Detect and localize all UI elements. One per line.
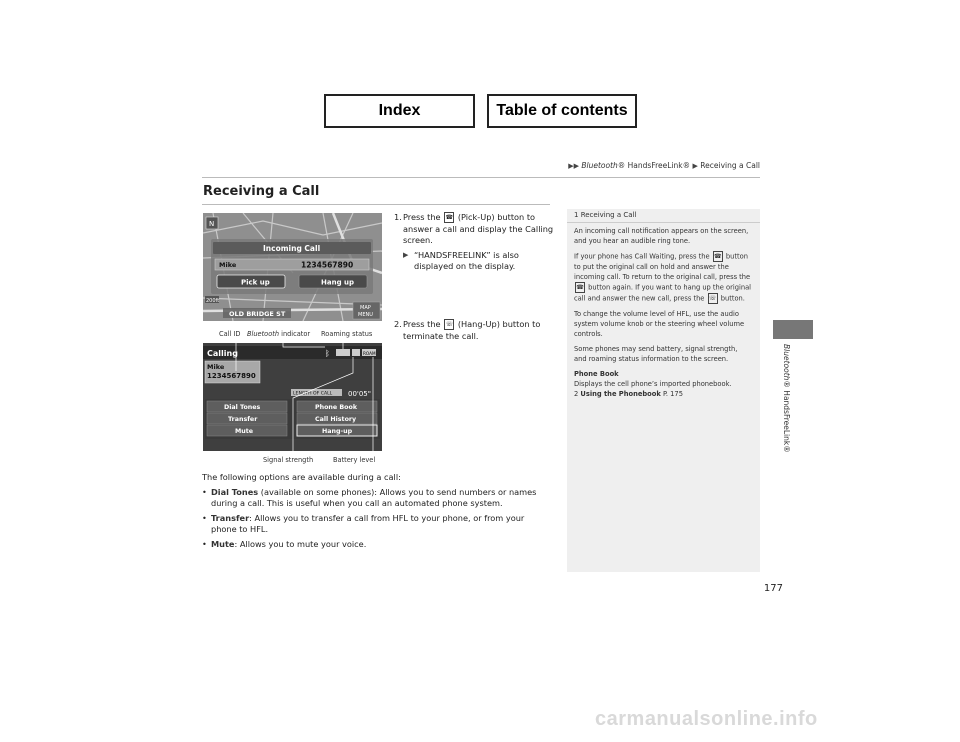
call-timer: 00'05" (348, 390, 371, 398)
calling-title: Calling (207, 349, 238, 358)
title-divider (202, 204, 550, 205)
section-tab[interactable] (773, 320, 813, 339)
step-1-note (394, 250, 554, 273)
breadcrumb-hfl[interactable]: ® HandsFreeLink® (617, 161, 691, 170)
reference-label[interactable]: Using the Phonebook (580, 390, 661, 399)
option-text: (available on some phones): Allows you to send numbers or names during a call. This is useful when you call an automated phone system. (211, 486, 537, 509)
list-item (202, 487, 552, 510)
note-text: If your phone has Call Waiting, press the (574, 252, 710, 261)
compass-label: N (209, 220, 215, 228)
note-subheading: Phone Book (574, 369, 619, 378)
note-marker-icon: 1 (574, 211, 579, 219)
note-title (574, 211, 636, 219)
option-keyword: Dial Tones (211, 486, 259, 497)
mute-label: Mute (235, 428, 254, 435)
table-of-contents-button[interactable]: Table of contents (487, 94, 637, 128)
section-label-rest: ® HandsFreeLink® (782, 380, 791, 453)
hang-up-key-icon: ☏ (708, 295, 717, 303)
hang-up-key-icon: ☏ (445, 320, 453, 328)
list-item (202, 513, 552, 536)
note-paragraph: Displays the cell phone’s imported phonebook. (574, 380, 732, 389)
callout-call-id: Call ID (219, 330, 241, 338)
callout-bt-italic: Bluetooth (247, 330, 280, 338)
caller-name: Mike (219, 261, 237, 269)
section-label (781, 344, 793, 464)
note-title-text: Receiving a Call (580, 211, 637, 219)
hang-up-call-label: Hang-up (322, 428, 353, 435)
caller-number: 1234567890 (301, 260, 354, 270)
callout-signal-strength: Signal strength (263, 456, 314, 464)
option-keyword: Transfer (211, 512, 250, 523)
note-text: button to put the original call on hold and answer the incoming call. To return to the original call, press the (574, 252, 751, 282)
steps (394, 212, 554, 342)
option-text: : Allows you to transfer a call from HFL to your phone, or from your phone to HFL. (211, 512, 525, 535)
note-reference[interactable] (574, 389, 752, 399)
watermark: carmanualsonline.info (595, 708, 818, 730)
breadcrumb-bluetooth[interactable]: Bluetooth (581, 161, 618, 170)
breadcrumb-arrow-icon: ▶▶ (568, 162, 579, 170)
reference-page: P. 175 (662, 390, 683, 399)
transfer-label: Transfer (228, 416, 258, 423)
step-1-note-text: “HANDSFREELINK” is also displayed on the display. (414, 249, 519, 272)
step-text-post: (Pick-Up) button to answer a call and display the Calling screen. (403, 212, 554, 246)
note-divider (567, 222, 760, 223)
options-section (202, 472, 552, 554)
pick-up-key-icon: ☎ (445, 214, 453, 221)
step-2 (394, 319, 554, 342)
arrow-icon: ▶ (403, 250, 409, 259)
step-text-post: (Hang-Up) button to terminate the call. (403, 318, 541, 341)
callout-battery-level: Battery level (333, 456, 376, 464)
phone-book-label: Phone Book (315, 404, 358, 411)
breadcrumb-arrow-icon: ▶ (692, 162, 698, 170)
note-paragraph (574, 369, 752, 379)
scale-label: 200ft (206, 298, 220, 304)
step-number: 1. (394, 212, 402, 222)
list-item (202, 539, 552, 551)
note-body (574, 226, 752, 404)
note-text: button. (720, 294, 745, 303)
page-number: 177 (763, 583, 783, 594)
options-list (202, 487, 552, 551)
note-paragraph: To change the volume level of HFL, use the audio system volume knob or the steering wheel volume controls. (574, 309, 745, 339)
options-intro: The following options are available during a call: (202, 472, 401, 482)
option-text: : Allows you to mute your voice. (234, 538, 367, 549)
callout-bt-rest: indicator (279, 330, 311, 338)
header-divider (202, 177, 760, 178)
note-paragraph: An incoming call notification appears on the screen, and you hear an audible ring tone. (574, 227, 749, 246)
pick-up-label: Pick up (241, 278, 270, 287)
map-button-label[interactable]: MAP (360, 305, 371, 311)
index-button[interactable]: Index (324, 94, 475, 128)
side-note (567, 209, 760, 572)
note-text: button again. If you want to hang up the original call and answer the new call, press the (574, 283, 752, 303)
calling-screenshot (203, 343, 382, 451)
calling-name: Mike (207, 363, 225, 371)
street-label: OLD BRIDGE ST (229, 310, 286, 318)
note-paragraph (574, 251, 752, 304)
incoming-call-title: Incoming Call (263, 244, 321, 253)
option-keyword: Mute (211, 538, 235, 549)
breadcrumb-current: Receiving a Call (700, 161, 760, 170)
step-number: 2. (394, 318, 402, 329)
step-text-pre: Press the (403, 212, 441, 222)
calling-number: 1234567890 (207, 372, 256, 380)
pick-up-key-icon: ☎ (714, 252, 722, 260)
menu-button-label[interactable]: MENU (358, 312, 373, 318)
hang-up-label: Hang up (321, 278, 355, 287)
dial-tones-label: Dial Tones (224, 404, 261, 411)
note-paragraph: Some phones may send battery, signal strength, and roaming status information to the screen. (574, 344, 738, 364)
callout-roaming-status: Roaming status (321, 330, 373, 338)
step-1 (394, 212, 554, 273)
call-history-label: Call History (315, 416, 357, 423)
bluetooth-icon: ᛒ (325, 349, 330, 358)
roaming-label: ROAM (363, 351, 376, 356)
section-label-italic: Bluetooth (782, 344, 791, 381)
page-title: Receiving a Call (203, 184, 320, 199)
step-text-pre: Press the (403, 318, 441, 329)
incoming-call-screenshot (203, 213, 382, 321)
reference-icon: 2 (574, 390, 579, 399)
pick-up-key-icon: ☎ (576, 284, 584, 292)
length-of-call-label: LENGTH OF CALL (293, 391, 333, 397)
breadcrumb (568, 161, 760, 170)
callout-bluetooth-indicator (247, 330, 310, 338)
